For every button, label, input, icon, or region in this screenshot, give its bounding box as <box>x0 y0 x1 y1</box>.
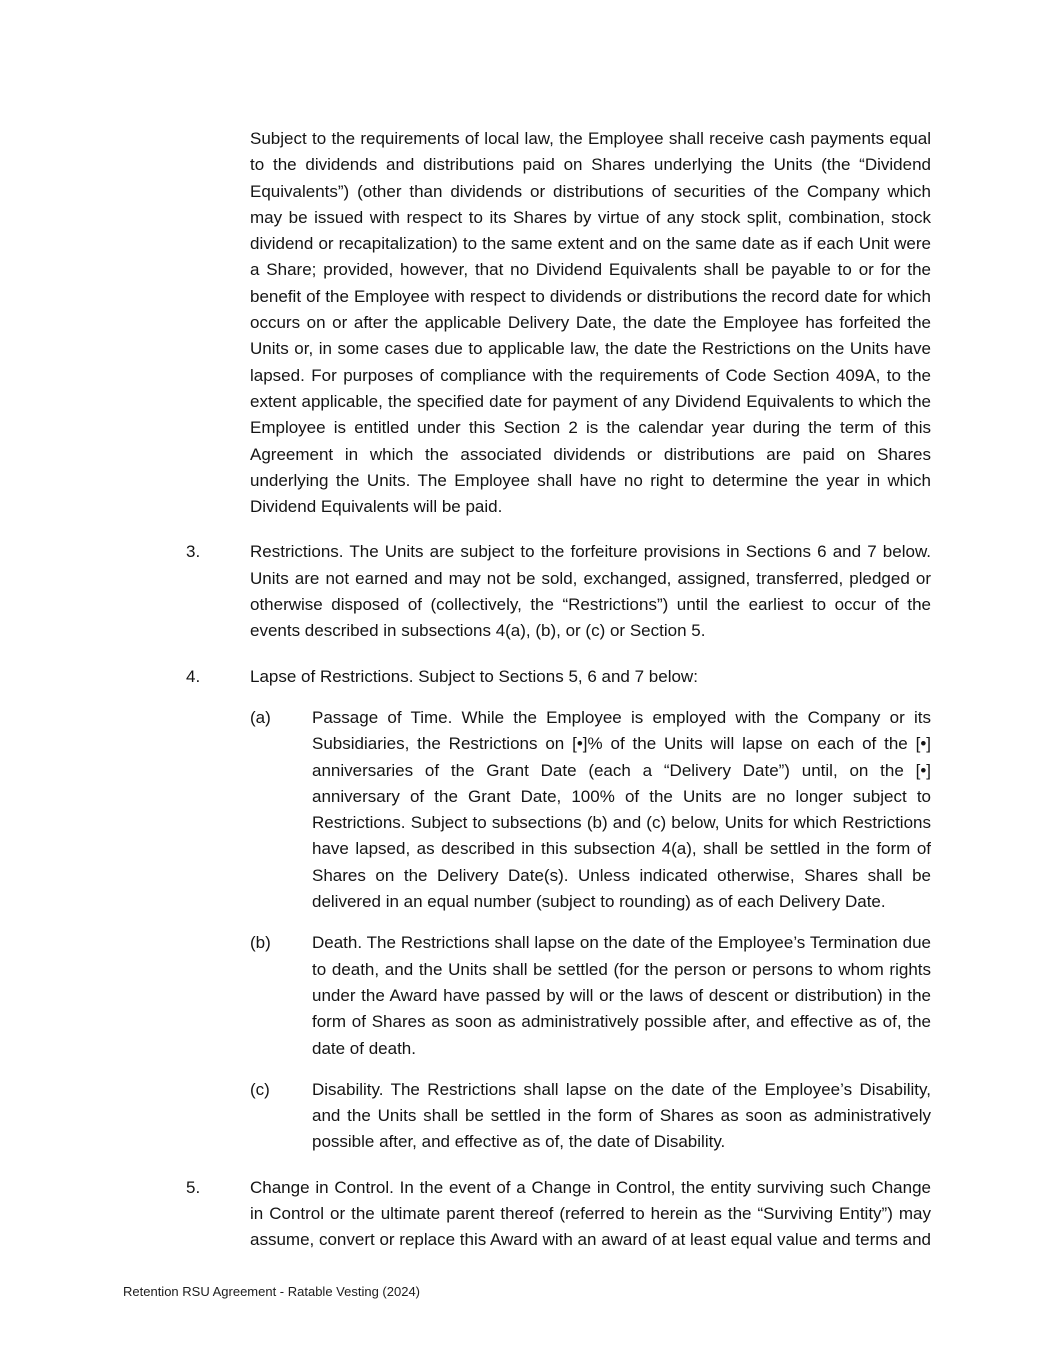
paragraph-dividend-equivalents: Subject to the requirements of local law, the Employee shall receive cash payments equal to the dividends and distributions paid on Shares underlying the Units (the “Dividend Equivalents”) (other than dividends or distributions of securities of the Company which may be issued with respect to its Shares by virtue of any stock split, combination, stock dividend or recapitalization) to the same extent and on the same date as if each Unit were a Share; provided, however, that no Dividend Equivalents shall be payable to or for the benefit of the Employee with respect to dividends or distributions the record date for which occurs on or after the applicable Delivery Date, the date the Employee has forfeited the Units or, in some cases due to applicable law, the date the Restrictions on the Units have lapsed. For purposes of compliance with the requirements of Code Section 409A, to the extent applicable, the specified date for payment of any Dividend Equivalents to which the Employee is entitled under this Section 2 is the calendar year during the term of this Agreement in which the associated dividends or distributions are paid on Shares underlying the Units. The Employee shall have no right to determine the year in which Dividend Equivalents will be paid. <box>250 129 931 517</box>
page-footer: Retention RSU Agreement - Ratable Vesting (2024) <box>123 1284 421 1299</box>
section-number: 5. <box>186 1177 201 1197</box>
subsection-label: (c) <box>250 1079 270 1099</box>
subsection-label: (b) <box>250 933 271 953</box>
section-number: 4. <box>186 666 201 686</box>
subsection-disability-text: Disability. The Restrictions shall lapse on the date of the Employee’s Disability, and the Units shall be settled in the form of Shares as soon as administratively possible after, and effective as of, the date of Disability. <box>312 1079 931 1152</box>
subsection-disability <box>250 1077 931 1156</box>
section-lapse-heading-text: Lapse of Restrictions. Subject to Sections 5, 6 and 7 below: <box>250 666 698 686</box>
section-change-in-control <box>186 1175 931 1254</box>
section-restrictions-text: Restrictions. The Units are subject to the forfeiture provisions in Sections 6 and 7 below. Units are not earned and may not be sold, exchanged, assigned, transferred, pledged or otherwise disposed of (collectively, the “Restrictions”) until the earliest to occur of the events described in subsections 4(a), (b), or (c) or Section 5. <box>250 542 931 641</box>
section-restrictions <box>186 539 931 644</box>
subsection-death <box>250 930 931 1061</box>
document-body <box>186 126 931 1254</box>
section-lapse-of-restrictions <box>186 664 931 1156</box>
section-lapse-body <box>250 664 931 1156</box>
section-change-in-control-text: Change in Control. In the event of a Change in Control, the entity surviving such Change in Control or the ultimate parent thereof (referred to herein as the “Surviving Entity”) may assume, convert or replace this Award with an award of at least equal value and terms and <box>250 1177 932 1250</box>
subsection-passage-of-time <box>250 705 931 915</box>
section-number: 3. <box>186 542 201 562</box>
subsection-death-text: Death. The Restrictions shall lapse on the date of the Employee’s Termination due to death, and the Units shall be settled (for the person or persons to whom rights under the Award have passed by will or the laws of descent or distribution) in the form of Shares as soon as administratively possible after, and effective as of, the date of death. <box>312 933 931 1058</box>
subsection-passage-of-time-text: Passage of Time. While the Employee is employed with the Company or its Subsidiaries, the Restrictions on [•]% of the Units will lapse on each of the [•] anniversaries of the Grant Date (each a “Delivery Date”) until, on the [•] anniversary of the Grant Date, 100% of the Units are no longer subject to Restrictions. Subject to subsections (b) and (c) below, Units for which Restrictions have lapsed, as described in this subsection 4(a), shall be settled in the form of Shares on the Delivery Date(s). Unless indicated otherwise, Shares shall be delivered in an equal number (subject to rounding) as of each Delivery Date. <box>312 707 931 912</box>
subsection-label: (a) <box>250 707 271 727</box>
